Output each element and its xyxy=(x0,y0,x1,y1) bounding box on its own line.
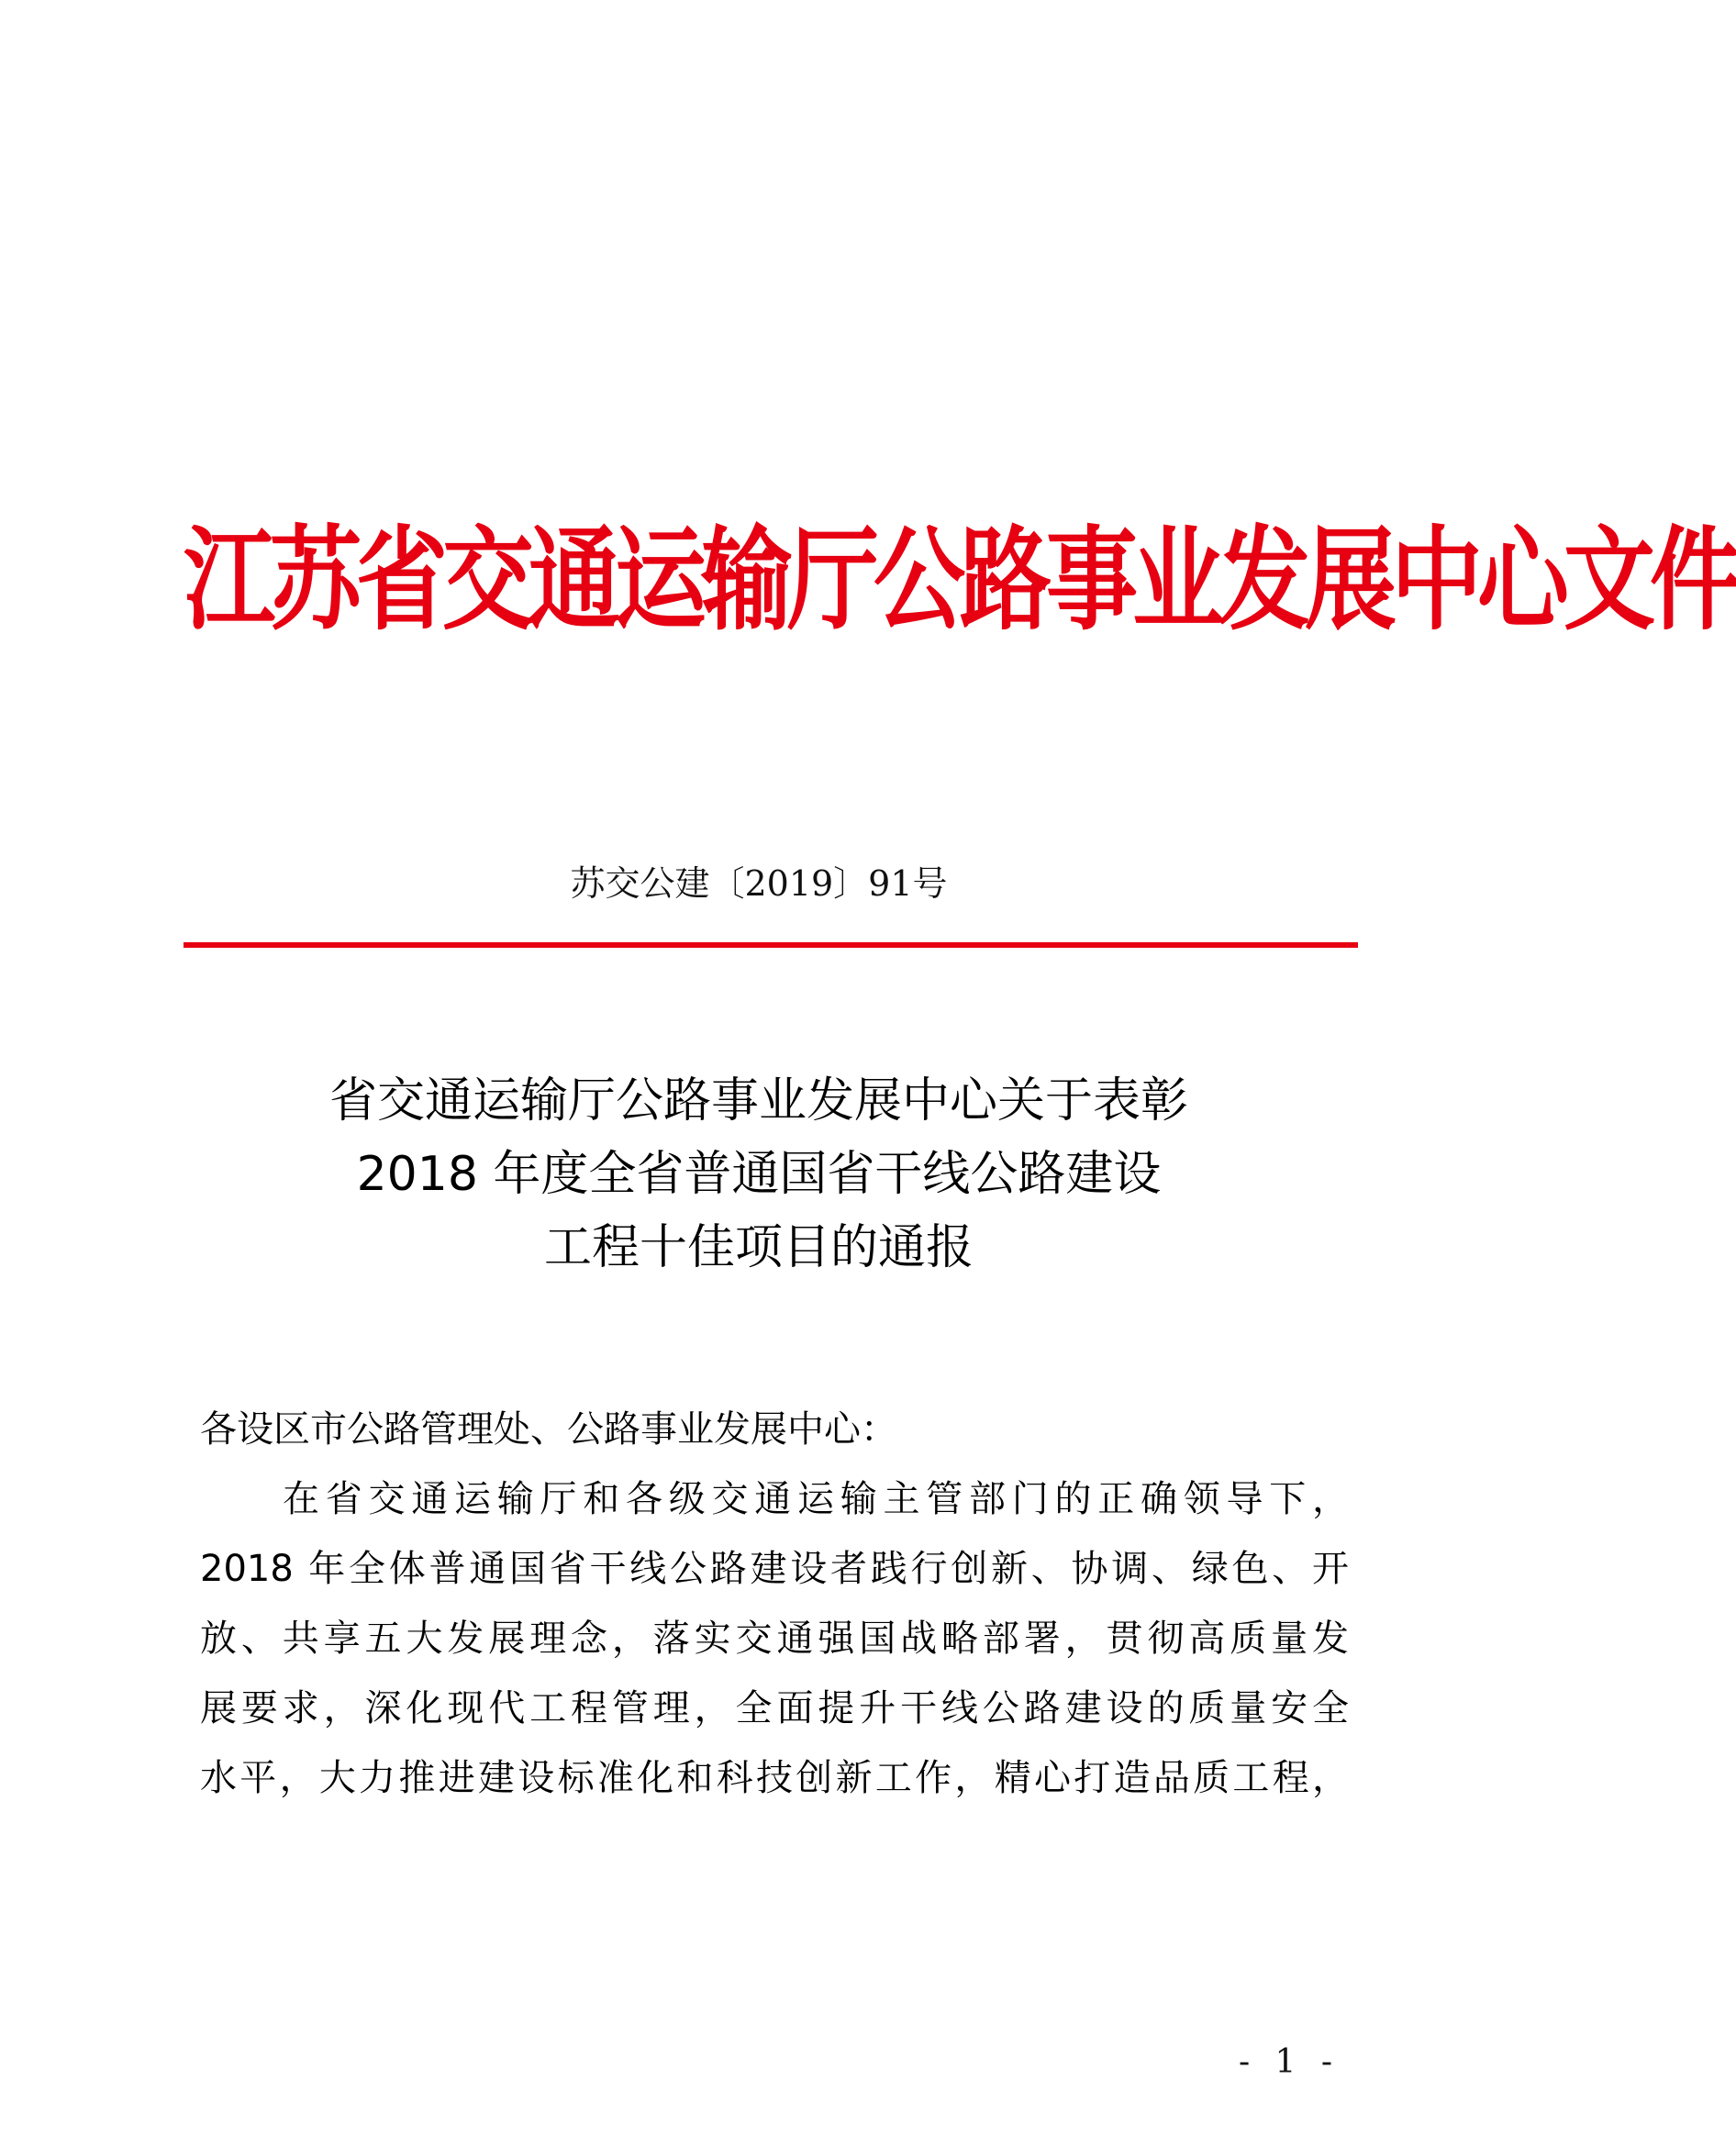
paragraph-line: 放、共享五大发展理念，落实交通强国战略部署，贯彻高质量发 xyxy=(200,1618,1349,1660)
page-number: - 1 - xyxy=(1238,2043,1341,2081)
paragraph-line: 2018 年全体普通国省干线公路建设者践行创新、协调、绿色、开 xyxy=(200,1548,1349,1590)
salutation: 各设区市公路管理处、公路事业发展中心： xyxy=(200,1408,897,1451)
red-divider-rule xyxy=(184,942,1358,948)
paragraph-line: 水平，大力推进建设标准化和科技创新工作，精心打造品质工程， xyxy=(200,1757,1349,1799)
notice-title-line: 2018 年度全省普通国省干线公路建设 xyxy=(356,1147,1162,1202)
masthead-title: 江苏省交通运输厅公路事业发展中心文件 xyxy=(184,515,1736,646)
notice-title-line: 省交通运输厅公路事业发展中心关于表彰 xyxy=(328,1073,1188,1129)
document-number: 苏交公建〔2019〕91号 xyxy=(570,863,948,904)
paragraph-line: 在省交通运输厅和各级交通运输主管部门的正确领导下， xyxy=(283,1478,1349,1520)
notice-title xyxy=(184,1064,1334,1284)
notice-title-line: 工程十佳项目的通报 xyxy=(543,1220,974,1275)
notice-body xyxy=(200,1395,1349,1813)
paragraph-line: 展要求，深化现代工程管理，全面提升干线公路建设的质量安全 xyxy=(200,1687,1349,1729)
